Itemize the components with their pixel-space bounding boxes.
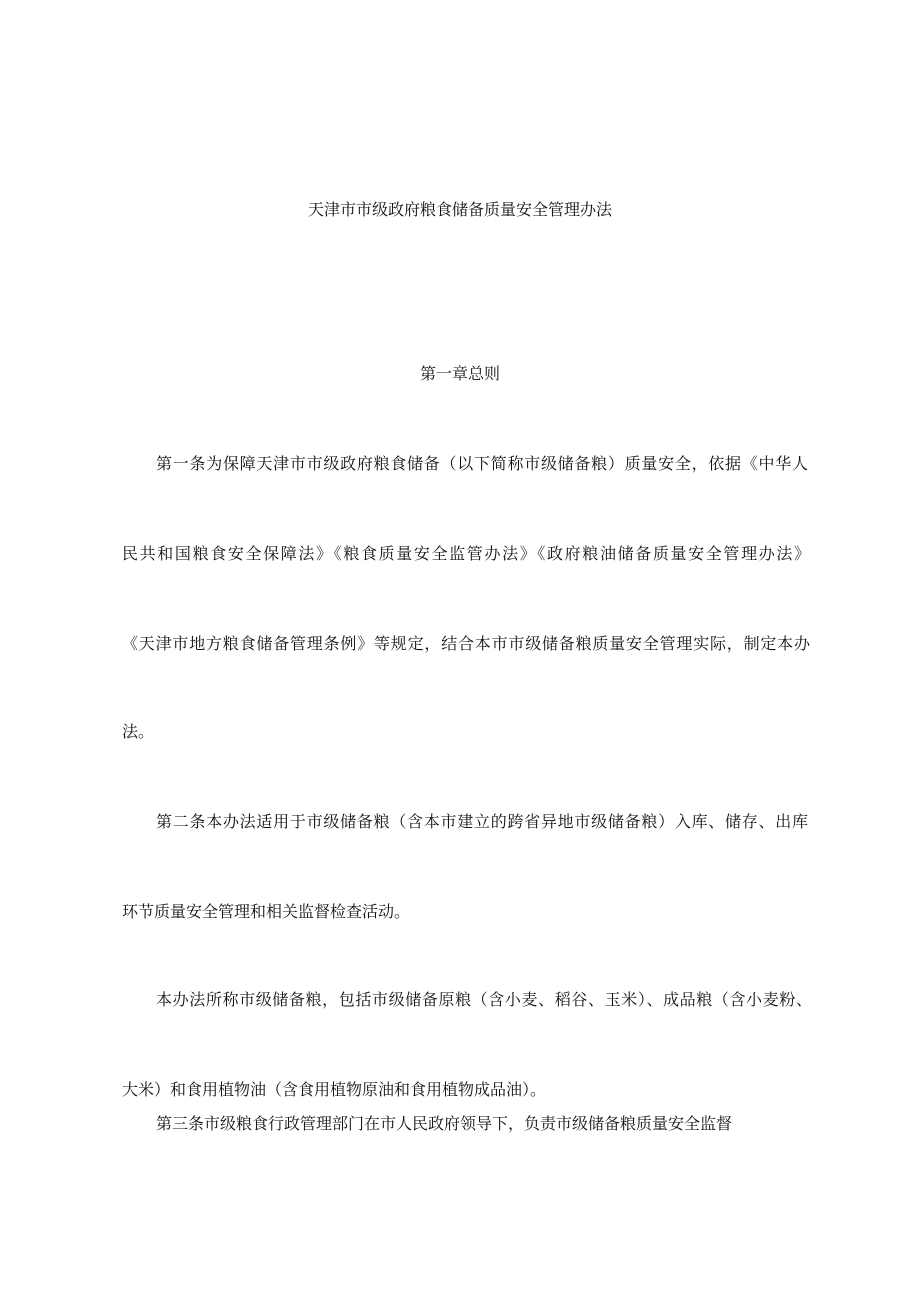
article-2-para-2-line-1: 本办法所称市级储备粮，包括市级储备原粮（含小麦、稻谷、玉米）、成品粮（含小麦粉、	[156, 990, 812, 1009]
article-1-line-2: 民共和国粮食安全保障法》《粮食质量安全监管办法》《政府粮油储备质量安全管理办法》	[122, 544, 810, 563]
chapter-heading: 第一章总则	[419, 364, 500, 383]
article-2-line-1: 第二条本办法适用于市级储备粮（含本市建立的跨省异地市级储备粮）入库、储存、出库	[156, 812, 808, 831]
article-1-line-3: 《天津市地方粮食储备管理条例》等规定，结合本市市级储备粮质量安全管理实际，制定本办	[122, 634, 810, 653]
article-2-line-2: 环节质量安全管理和相关监督检查活动。	[122, 902, 411, 921]
article-1-line-4: 法。	[122, 722, 155, 741]
article-2-para-2-line-2: 大米）和食用植物油（含食用植物原油和食用植物成品油）。	[122, 1080, 547, 1099]
article-3-line-1: 第三条市级粮食行政管理部门在市人民政府领导下，负责市级储备粮质量安全监督	[156, 1114, 733, 1133]
article-1-line-1: 第一条为保障天津市市级政府粮食储备（以下简称市级储备粮）质量安全，依据《中华人	[156, 454, 808, 473]
document-title: 天津市市级政府粮食储备质量安全管理办法	[307, 200, 612, 219]
